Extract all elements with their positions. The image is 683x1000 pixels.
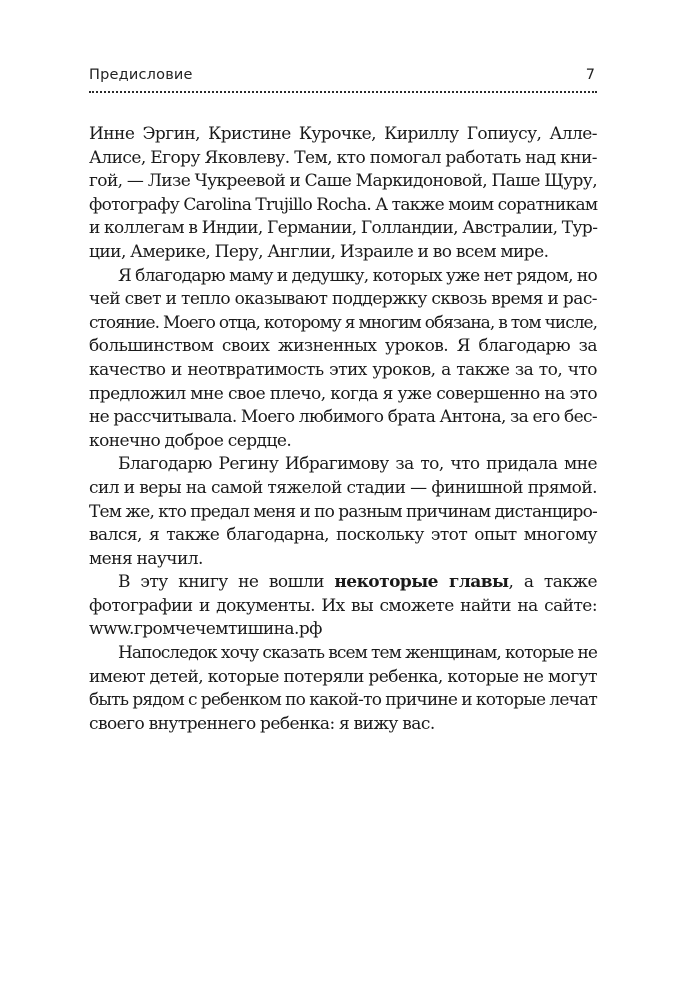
page-number: 7 bbox=[585, 67, 595, 83]
running-header-title: Предисловие bbox=[89, 67, 193, 83]
text-run: , а также bbox=[508, 572, 598, 593]
running-header bbox=[89, 67, 597, 93]
text-line: вался, я также благодарна, поскольку этот опыт многому bbox=[89, 525, 597, 546]
text-run: В эту книгу не вошли bbox=[118, 572, 335, 593]
bold-phrase: некоторые главы bbox=[334, 572, 509, 593]
text-line: предложил мне свое плечо, когда я уже совершенно на это bbox=[89, 383, 597, 404]
text-line: Я благодарю маму и дедушку, которых уже нет рядом, но bbox=[118, 265, 597, 286]
text-line: стояние. Моего отца, которому я многим обязана, в том числе, bbox=[89, 312, 597, 333]
text-line: Благодарю Регину Ибрагимову за то, что придала мне bbox=[118, 454, 597, 475]
text-line: имеют детей, которые потеряли ребенка, которые не могут bbox=[89, 666, 597, 687]
text-line: Тем же, кто предал меня и по разным причинам дистанциро- bbox=[89, 501, 597, 522]
text-line: Инне Эргин, Кристине Курочке, Кириллу Гопиусу, Алле- bbox=[89, 124, 597, 144]
text-line: конечно доброе сердце. bbox=[89, 430, 292, 451]
text-line: меня научил. bbox=[89, 548, 203, 569]
text-line: чей свет и тепло оказывают поддержку сквозь время и рас- bbox=[89, 289, 597, 310]
text-line: качество и неотвратимость этих уроков, а также за то, что bbox=[89, 359, 597, 380]
text-line: ции, Америке, Перу, Англии, Израиле и во всем мире. bbox=[89, 241, 549, 262]
website-link-text: www.громчечемтишина.рф bbox=[89, 619, 322, 640]
text-line bbox=[89, 571, 597, 595]
text-line: большинством своих жизненных уроков. Я благодарю за bbox=[89, 336, 597, 357]
text-line: быть рядом с ребенком по какой-то причине и которые лечат bbox=[89, 690, 598, 711]
text-line: не рассчитывала. Моего любимого брата Антона, за его бес- bbox=[89, 407, 597, 428]
body-text bbox=[89, 123, 597, 736]
text-line: и коллегам в Индии, Германии, Голландии, Австралии, Тур- bbox=[89, 218, 598, 239]
text-line: Напоследок хочу сказать всем тем женщинам, которые не bbox=[118, 643, 597, 664]
text-line: гой, — Лизе Чукреевой и Саше Маркидоновой, Паше Щуру, bbox=[89, 171, 597, 192]
text-line: Алисе, Егору Яковлеву. Тем, кто помогал работать над кни- bbox=[89, 147, 597, 168]
text-line: фотографу Carolina Trujillo Rocha. А также моим соратникам bbox=[89, 194, 598, 215]
text-line: своего внутреннего ребенка: я вижу вас. bbox=[89, 713, 435, 734]
text-line: фотографии и документы. Их вы сможете найти на сайте: bbox=[89, 595, 597, 616]
text-line: сил и веры на самой тяжелой стадии — финишной прямой. bbox=[89, 477, 597, 498]
